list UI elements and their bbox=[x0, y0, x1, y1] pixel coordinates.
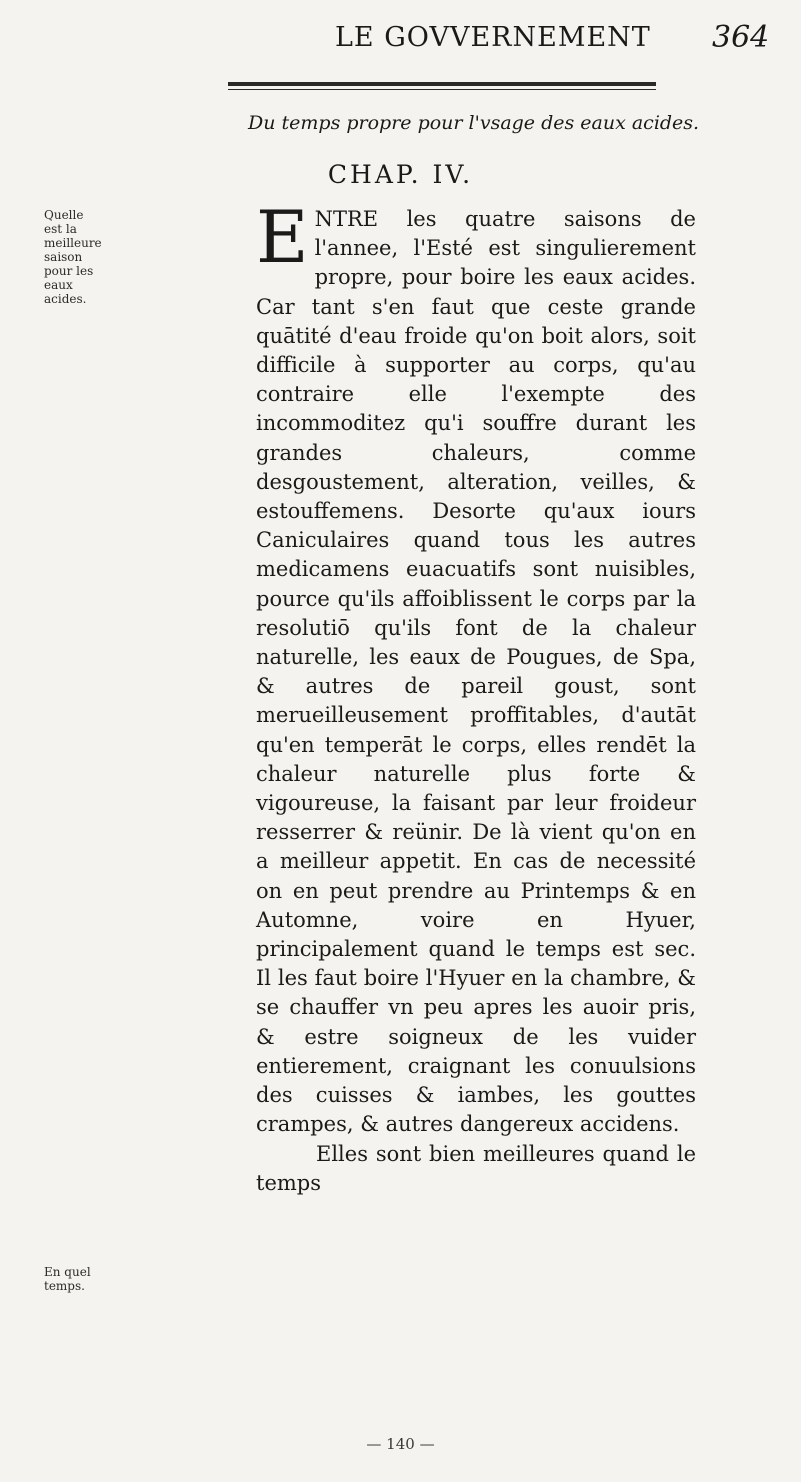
header-rule bbox=[228, 82, 656, 86]
drop-capital: E bbox=[256, 195, 309, 279]
section-caption: Du temps propre pour l'vsage des eaux acides. bbox=[248, 112, 700, 134]
body-text bbox=[256, 195, 696, 1198]
margin-note: Quelle est la meilleure saison pour les eaux acides. bbox=[44, 208, 102, 306]
paragraph: Elles sont bien meilleures quand le temps bbox=[256, 1141, 696, 1195]
footer-page-number: — 140 — bbox=[366, 1435, 435, 1453]
margin-note: En quel temps. bbox=[44, 1265, 91, 1293]
chapter-heading: CHAP. IV. bbox=[327, 160, 474, 189]
page-number: 364 bbox=[712, 20, 770, 55]
header-rule-thin bbox=[228, 89, 656, 90]
paragraph: NTRE les quatre saisons de l'annee, l'Esté est singulierement propre, pour boire les eaux acides. Car tant s'en faut que ceste grande quātité d'eau froide qu'on boit alors, soit difficile à supporter au corps, qu'au contraire elle l'exempte des incommoditez qu'i souffre durant les grandes chaleurs, comme desgoustement, alteration, veilles, & estouffemens. Desorte qu'aux iours Caniculaires quand tous les autres medicamens euacuatifs sont nuisibles, pource qu'ils affoiblissent le corps par la resolutiō qu'ils font de la chaleur naturelle, les eaux de Pougues, de Spa, & autres de pareil goust, sont merueilleusement proffitables, d'autāt qu'en temperāt le corps, elles rendēt la chaleur naturelle plus forte & vigoureuse, la faisant par leur froideur resserrer & reünir. De là vient qu'on en a meilleur appetit. En cas de necessité on en peut prendre au Printemps & en Automne, voire en Hyuer, principalement quand le temps est sec. Il les faut boire l'Hyuer en la chambre, & se chauffer vn peu apres les auoir pris, & estre soigneux de les vuider entierement, craignant les conuulsions des cuisses & iambes, les gouttes crampes, & autres dangereux accidens. bbox=[256, 207, 696, 1137]
running-head: LE GOVVERNEMENT bbox=[335, 22, 651, 53]
